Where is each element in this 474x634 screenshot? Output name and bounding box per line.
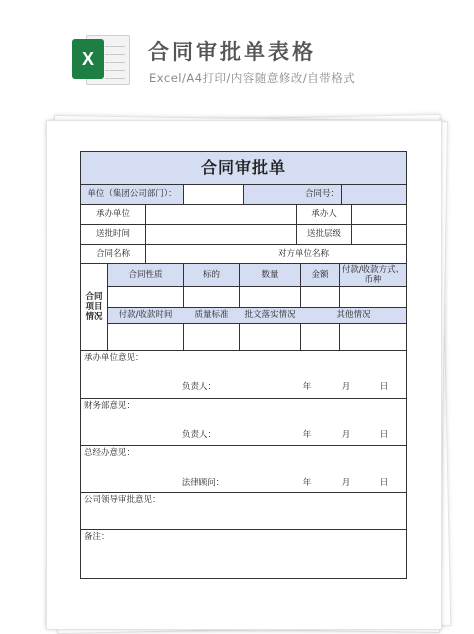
excel-icon [72,33,128,85]
remark-label: 备注： [84,532,110,542]
leader-opinion-label: 公司领导审批意见： [84,495,161,505]
excel-badge: X [72,39,104,79]
col-subject: 标的 [184,264,239,286]
finance-opinion-year: 年 [302,429,312,440]
finance-opinion-signer: 负责人： [181,429,216,440]
finance-opinion-day: 日 [379,429,389,440]
gm-office-opinion-signer: 法律顾问： [181,477,225,488]
handler-label: 承办人 [311,209,337,220]
dept-opinion-month: 月 [341,381,351,392]
col-amount: 金额 [301,264,339,286]
col-contract-nature: 合同性质 [108,264,183,286]
dept-opinion-year: 年 [302,381,312,392]
unit-field[interactable] [184,185,243,204]
gm-office-opinion-month: 月 [341,477,351,488]
col-payment-method-line1: 付款/收款方式、 [341,264,405,275]
dept-field[interactable] [146,205,296,224]
approval-level-field[interactable] [352,225,406,244]
project-label-line1: 合同 [85,291,103,302]
submit-time-label: 送批时间 [95,229,130,240]
col-quality-standard: 质量标准 [194,310,229,321]
col-quantity: 数量 [240,264,300,286]
project-data-row-a[interactable] [108,287,406,307]
page-title: 合同审批单表格 [148,40,316,64]
gm-office-opinion-year: 年 [302,477,312,488]
dept-opinion-day: 日 [379,381,389,392]
approval-form [80,151,407,579]
project-label-line2: 项目 [85,301,103,312]
approval-level-label: 送批层级 [306,229,341,240]
project-data-row-b[interactable] [108,324,406,350]
form-title: 合同审批单 [81,152,406,184]
col-payment-method-line2: 币种 [364,275,382,285]
project-label-line3: 情况 [85,312,103,323]
handler-field[interactable] [352,205,406,224]
dept-label: 承办单位 [95,209,130,220]
counterparty-field[interactable] [352,245,406,263]
contract-no-field[interactable] [342,185,406,204]
col-approval-status: 批文落实情况 [244,310,296,321]
page-subtitle: Excel/A4打印/内容随意修改/自带格式 [149,71,356,85]
col-other: 其他情况 [336,310,371,321]
project-section-label [81,264,107,350]
contract-name-label: 合同名称 [95,248,130,259]
contract-no-label: 合同号： [303,185,341,204]
unit-label: 单位（集团公司部门）： [81,185,183,204]
col-payment-method [340,264,406,286]
dept-opinion-signer: 负责人： [181,381,216,392]
gm-office-opinion-label: 总经办意见： [84,448,136,458]
gm-office-opinion-day: 日 [379,477,389,488]
col-payment-time: 付款/收款时间 [118,310,173,321]
dept-opinion-label: 承办单位意见： [84,353,144,363]
finance-opinion-label: 财务部意见： [84,401,136,411]
submit-time-field[interactable] [146,225,296,244]
finance-opinion-month: 月 [341,429,351,440]
counterparty-label: 对方单位名称 [277,248,329,259]
contract-name-field[interactable] [146,245,256,263]
